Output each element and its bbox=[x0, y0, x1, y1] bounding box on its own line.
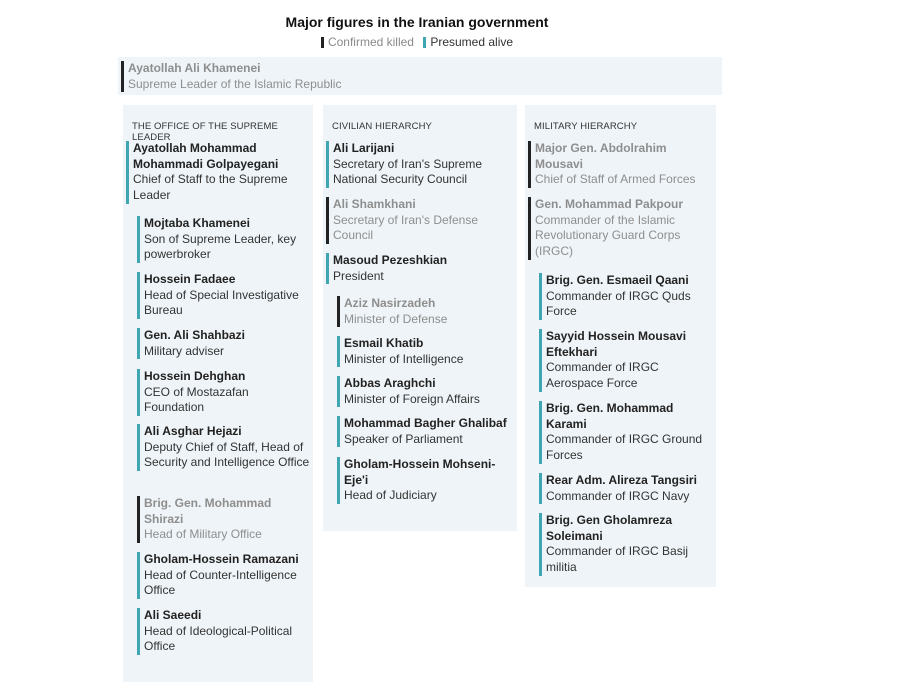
person-name: Rear Adm. Alireza Tangsiri bbox=[546, 473, 697, 487]
person-role: Head of Special Investigative Bureau bbox=[144, 287, 299, 318]
person-entry bbox=[337, 376, 520, 407]
person-name: Esmail Khatib bbox=[344, 336, 424, 350]
person-role: Minister of Intelligence bbox=[344, 351, 464, 366]
alive-swatch bbox=[423, 37, 426, 48]
person-name: Masoud Pezeshkian bbox=[333, 253, 448, 267]
person-role: Head of Military Office bbox=[144, 527, 262, 542]
legend bbox=[0, 35, 834, 51]
person-entry bbox=[126, 141, 311, 204]
person-name: Brig. Gen. Esmaeil Qaani bbox=[546, 273, 689, 287]
person-entry bbox=[326, 253, 513, 284]
person-role: Head of Ideological-Political Office bbox=[144, 623, 293, 654]
person-entry bbox=[539, 329, 704, 392]
person-name: Ali Asghar Hejazi bbox=[144, 424, 242, 438]
person-entry bbox=[137, 369, 310, 416]
supreme-leader-panel bbox=[118, 57, 722, 95]
person-role: Commander of IRGC Navy bbox=[546, 488, 690, 503]
person-name: Ali Larijani bbox=[333, 141, 395, 155]
person-entry bbox=[528, 197, 705, 260]
person-role: Minister of Defense bbox=[344, 311, 448, 326]
column-heading: MILITARY HIERARCHY bbox=[534, 121, 638, 132]
person-role: Chief of Staff of Armed Forces bbox=[535, 172, 696, 187]
killed-swatch bbox=[321, 37, 324, 48]
legend-item-killed bbox=[321, 35, 414, 49]
person-entry-supreme-leader bbox=[121, 61, 718, 92]
person-entry bbox=[539, 273, 714, 320]
person-entry bbox=[137, 328, 310, 359]
person-role: Supreme Leader of the Islamic Republic bbox=[128, 76, 342, 91]
person-role: Chief of Staff to the Supreme Leader bbox=[133, 172, 288, 203]
person-role: CEO of Mostazafan Foundation bbox=[144, 384, 249, 415]
person-entry bbox=[337, 457, 514, 504]
person-name: Brig. Gen Gholamreza Soleimani bbox=[546, 513, 673, 543]
person-entry bbox=[539, 473, 714, 504]
chart-title: Major figures in the Iranian government bbox=[285, 14, 549, 30]
person-name: Gen. Ali Shahbazi bbox=[144, 328, 245, 342]
military-hierarchy-column bbox=[525, 105, 716, 587]
person-name: Major Gen. Abdolrahim Mousavi bbox=[535, 141, 667, 171]
person-role: Commander of IRGC Ground Forces bbox=[546, 432, 703, 463]
person-role: Secretary of Iran's Defense Council bbox=[333, 212, 479, 243]
person-name: Ali Saeedi bbox=[144, 608, 202, 622]
person-role: Head of Judiciary bbox=[344, 488, 437, 503]
person-entry bbox=[337, 296, 520, 327]
person-entry bbox=[137, 608, 310, 655]
person-entry bbox=[137, 216, 310, 263]
person-role: Commander of the Islamic Revolutionary Guard Corps (IRGC) bbox=[535, 212, 681, 259]
office-of-supreme-leader-column bbox=[123, 105, 313, 682]
person-role: Commander of IRGC Aerospace Force bbox=[546, 360, 659, 391]
person-role: Speaker of Parliament bbox=[344, 431, 463, 446]
person-role: Commander of IRGC Basij militia bbox=[546, 544, 689, 575]
person-entry bbox=[326, 197, 513, 244]
column-heading: CIVILIAN HIERARCHY bbox=[332, 121, 432, 132]
person-role: Head of Counter-Intelligence Office bbox=[144, 567, 297, 598]
person-entry bbox=[337, 336, 520, 367]
person-role: Deputy Chief of Staff, Head of Security and Intelligence Office bbox=[144, 439, 310, 470]
person-entry bbox=[326, 141, 513, 188]
person-entry bbox=[539, 401, 714, 464]
person-name: Ayatollah Mohammad Mohammadi Golpayegani bbox=[133, 141, 279, 171]
person-role: Secretary of Iran's Supreme National Security Council bbox=[333, 156, 483, 187]
person-name: Gholam-Hossein Mohseni-Eje'i bbox=[344, 457, 496, 487]
civilian-hierarchy-column bbox=[323, 105, 517, 531]
legend-item-alive bbox=[423, 35, 513, 49]
legend-alive-label: Presumed alive bbox=[430, 35, 514, 49]
person-name: Hossein Dehghan bbox=[144, 369, 246, 383]
person-role: President bbox=[333, 268, 384, 283]
person-entry bbox=[539, 513, 706, 576]
person-name: Ali Shamkhani bbox=[333, 197, 416, 211]
column-heading: THE OFFICE OF THE SUPREME LEADER bbox=[132, 121, 278, 143]
person-name: Brig. Gen. Mohammad Shirazi bbox=[144, 496, 272, 526]
person-entry bbox=[528, 141, 715, 188]
person-name: Hossein Fadaee bbox=[144, 272, 236, 286]
person-entry bbox=[137, 552, 310, 599]
person-name: Brig. Gen. Mohammad Karami bbox=[546, 401, 674, 431]
person-name: Gholam-Hossein Ramazani bbox=[144, 552, 299, 566]
person-entry bbox=[137, 424, 310, 471]
person-entry bbox=[137, 272, 310, 319]
person-role: Commander of IRGC Quds Force bbox=[546, 288, 691, 319]
person-entry bbox=[137, 496, 310, 543]
person-role: Son of Supreme Leader, key powerbroker bbox=[144, 231, 297, 262]
person-name: Mohammad Bagher Ghalibaf bbox=[344, 416, 507, 430]
person-name: Abbas Araghchi bbox=[344, 376, 436, 390]
person-role: Military adviser bbox=[144, 343, 225, 358]
person-name: Sayyid Hossein Mousavi Eftekhari bbox=[546, 329, 687, 359]
person-role: Minister of Foreign Affairs bbox=[344, 391, 480, 406]
legend-killed-label: Confirmed killed bbox=[327, 35, 414, 49]
person-entry bbox=[337, 416, 522, 447]
person-name: Ayatollah Ali Khamenei bbox=[128, 61, 261, 75]
person-name: Mojtaba Khamenei bbox=[144, 216, 251, 230]
person-name: Gen. Mohammad Pakpour bbox=[535, 197, 684, 211]
person-name: Aziz Nasirzadeh bbox=[344, 296, 436, 310]
